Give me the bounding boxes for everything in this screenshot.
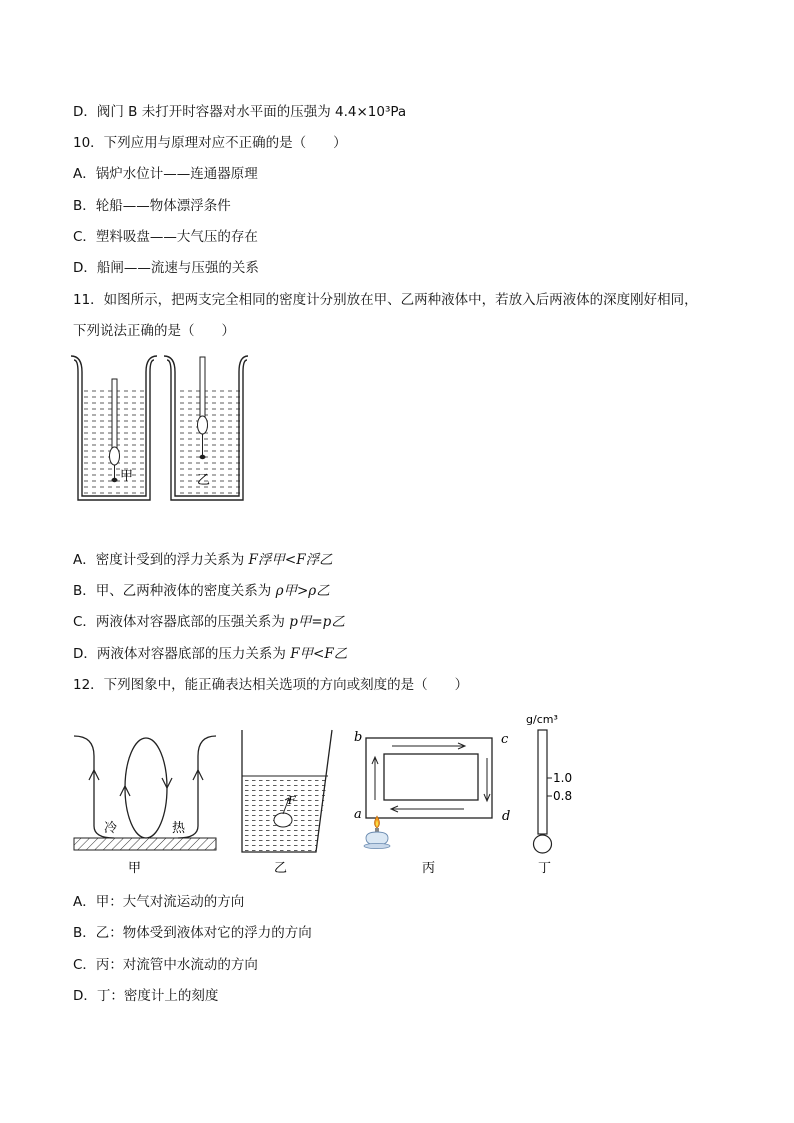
- q10-option-b: B．轮船——物体漂浮条件: [73, 198, 231, 214]
- q12-option-a: A．甲：大气对流运动的方向: [73, 894, 245, 910]
- q12-bing-label: 丙: [422, 861, 436, 876]
- q12-ding-label: 丁: [538, 861, 552, 876]
- q11-option-d-expr: F甲<F乙: [290, 646, 348, 662]
- q10-stem: 10．下列应用与原理对应不正确的是（ ）: [73, 135, 347, 151]
- q10-option-c: C．塑料吸盘——大气压的存在: [73, 229, 258, 245]
- q12-bing-c: c: [501, 732, 509, 747]
- q12-bing-b: b: [354, 730, 363, 745]
- q11-stem-line1: 11．如图所示，把两支完全相同的密度计分别放在甲、乙两种液体中，若放入后两液体的深度刚好相同，: [73, 292, 698, 308]
- q11-option-d-text: D．两液体对容器底部的压力关系为: [73, 646, 291, 662]
- q12-jia-hot: 热: [172, 821, 186, 836]
- q11-figure: [68, 352, 248, 504]
- q11-option-a: [73, 551, 333, 569]
- q12-figure-jia: [72, 728, 220, 878]
- q12-bing-d: d: [502, 809, 511, 824]
- q12-jia-cold: 冷: [104, 821, 118, 836]
- q12-option-d: D．丁：密度计上的刻度: [73, 988, 219, 1004]
- q12-stem: 12．下列图象中，能正确表达相关选项的方向或刻度的是（ ）: [73, 677, 469, 693]
- q11-option-b: [73, 582, 330, 600]
- q11-label-yi: 乙: [197, 473, 211, 488]
- q12-figure-ding: [520, 708, 590, 878]
- q11-container-left: [71, 356, 157, 500]
- q11-option-a-expr: F浮甲<F浮乙: [248, 552, 333, 568]
- alcohol-lamp-icon: [364, 816, 390, 849]
- q12-yi-force: F: [288, 794, 296, 807]
- q11-option-c: [73, 613, 345, 631]
- q11-option-d: [73, 645, 347, 663]
- q11-stem-line2: 下列说法正确的是（ ）: [73, 323, 235, 339]
- q12-option-b: B．乙：物体受到液体对它的浮力的方向: [73, 925, 312, 941]
- q12-option-c: C．丙：对流管中水流动的方向: [73, 957, 258, 973]
- q11-option-c-expr: p甲=p乙: [289, 614, 345, 630]
- q12-figure-bing: [346, 728, 521, 878]
- q12-ding-tick-bottom: 0.8: [553, 789, 573, 803]
- q11-option-c-text: C．两液体对容器底部的压强关系为: [73, 614, 290, 630]
- q12-jia-label: 甲: [128, 861, 142, 876]
- q11-option-b-text: B．甲、乙两种液体的密度关系为: [73, 583, 276, 599]
- q12-ding-unit: g/cm³: [526, 713, 558, 726]
- q9-option-d: D．阀门 B 未打开时容器对水平面的压强为 4.4×10³Pa: [73, 104, 407, 120]
- q12-ding-tick-top: 1.0: [553, 771, 573, 785]
- q12-yi-label: 乙: [274, 861, 288, 876]
- q11-label-jia: 甲: [120, 469, 134, 484]
- q12-bing-a: a: [354, 807, 362, 822]
- q12-figure-yi: [238, 728, 338, 878]
- q10-option-d: D．船闸——流速与压强的关系: [73, 260, 259, 276]
- q10-option-a: A．锅炉水位计——连通器原理: [73, 166, 258, 182]
- q11-option-b-expr: ρ甲>ρ乙: [275, 583, 330, 599]
- q11-option-a-text: A．密度计受到的浮力关系为: [73, 552, 249, 568]
